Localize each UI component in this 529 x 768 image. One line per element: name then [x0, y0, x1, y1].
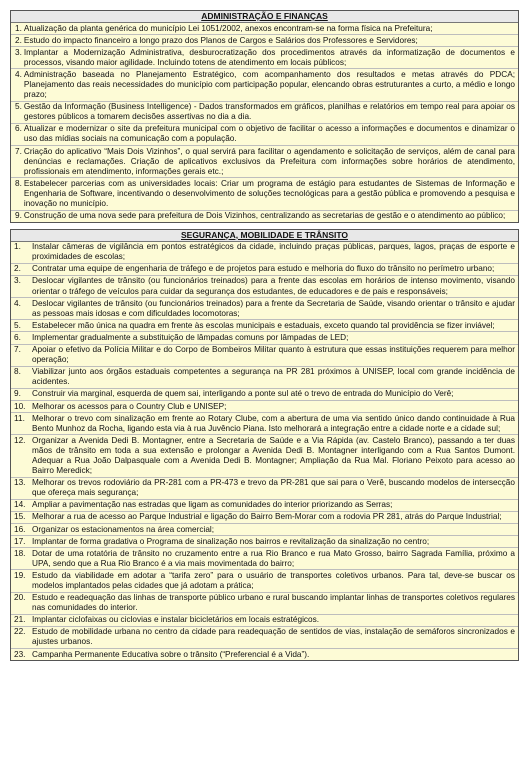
item-number: 8. — [14, 367, 21, 377]
item-text: Gestão da Informação (Business Intelligence) - Dados transformados em gráficos, planilhas e relatórios em tempo real para apoiar os gestores públicos a tomarem decisões assertivas no dia a dia. — [23, 102, 515, 122]
item-number: 6. — [15, 124, 22, 134]
section-title: ADMINISTRAÇÃO E FINANÇAS — [11, 11, 518, 23]
list-item — [11, 298, 518, 320]
list-item — [11, 276, 518, 298]
item-text: Estudo da viabilidade em adotar a “tarifa zero” para o usuário de transportes coletivos urbanos. Para tal, deve-se buscar os modelos implantados pelas cidades que já adotam a prática; — [32, 570, 515, 590]
item-text: Estudo de mobilidade urbana no centro da cidade para readequação de sentidos de vias, instalação de semáforos sincronizados e ajustes urbanos. — [32, 627, 515, 647]
item-text: Apoiar o efetivo da Polícia Militar e do Corpo de Bombeiros Militar quanto à estrutura que essas instituições requerem para melhor operação; — [32, 345, 515, 365]
list-item — [11, 69, 518, 101]
list-item — [11, 389, 518, 401]
document-page — [10, 10, 519, 661]
list-item — [11, 478, 518, 500]
item-text: Estabelecer parcerias com as universidades locais: Criar um programa de estágio para estudantes de Sistemas de Informação e Engenharia de Software, incentivando o desenvolvimento de soluções tecnológicas para a gestão pública e promovendo a pesquisa e inovação no município. — [23, 178, 515, 208]
item-text: Administração baseada no Planejamento Estratégico, com acompanhamento dos resultados e metas através do PDCA; Planejamento das reais necessidades do município com participação popular, elencando obras estruturantes a curto, a médio e longo prazo; — [23, 69, 515, 100]
item-number: 3. — [14, 276, 21, 286]
item-number: 23. — [14, 649, 26, 659]
item-text: Melhorar a rua de acesso ao Parque Industrial e ligação do Bairro Bem-Morar com a rodovia PR 281, atrás do Parque Industrial; — [32, 512, 502, 522]
list-item — [11, 413, 518, 435]
list-item — [11, 649, 518, 660]
list-item — [11, 524, 518, 536]
item-text: Implementar gradualmente a substituição de lâmpadas comuns por lâmpadas de LED; — [32, 332, 349, 342]
item-text: Viabilizar junto aos órgãos estaduais competentes a segurança na PR 281 próximos à UNISEP, local com grande incidência de acidentes. — [32, 367, 515, 387]
item-number: 1. — [15, 23, 22, 33]
item-text: Construir via marginal, esquerda de quem sai, interligando a ponte sul até o trevo de entrada do Município do Verê; — [32, 389, 454, 399]
list-item — [11, 401, 518, 413]
item-number: 4. — [14, 298, 21, 308]
list-item — [11, 242, 518, 264]
item-number: 13. — [14, 478, 26, 488]
item-text: Estudo e readequação das linhas de transporte público urbano e rural buscando implantar linhas de transportes coletivos regulares nas comunidades do interior. — [32, 593, 515, 613]
item-text: Organizar a Avenida Dedi B. Montagner, entre a Secretaria de Saúde e a Via Rápida (av. Castelo Branco), passando a ter duas mãos de trânsito em toda a sua extensão e prolongar a Avenida Dedi B. Montagner interligando com a Rua Santos Dumont. Adequar a Rua João Dalpasquale com a Avenida Dedi B. Montagner; Ampliação da Rua Mal. Floriano Peixoto para acesso ao Bairro Meredick; — [32, 435, 515, 476]
item-number: 2. — [15, 35, 22, 45]
item-text: Melhorar o trevo com sinalização em frente ao Rotary Clube, com a abertura de uma via sentido único dando continuidade à Rua Bento Munhoz da Rocha, ligando esta via à rua Juvêncio Piana. Isto melhorará a integração entre a cidade norte e a cidade sul; — [32, 413, 515, 433]
item-text: Criação do aplicativo “Mais Dois Vizinhos”, o qual servirá para facilitar o agendamento e solicitação de serviços, além de canal para denúncias e reclamações. Criação de aplicativos exclusivos da Prefeitura com informações sobre horários de atendimento, profissionais em atendimento, informações gerais etc.; — [23, 146, 515, 176]
item-number: 17. — [14, 536, 26, 546]
item-number: 5. — [15, 102, 22, 112]
item-number: 22. — [14, 627, 26, 637]
list-item — [11, 536, 518, 548]
item-number: 9. — [15, 211, 22, 221]
list-item — [11, 512, 518, 524]
item-text: Construção de uma nova sede para prefeitura de Dois Vizinhos, centralizando as secretarias de gestão e o atendimento ao público; — [23, 211, 506, 221]
list-item — [11, 211, 518, 222]
item-number: 20. — [14, 593, 26, 603]
item-text: Melhorar os trevos rodoviário da PR-281 com a PR-473 e trevo da PR-281 que sai para o Verê, buscando modelos de intersecção que ofereça mais segurança; — [32, 478, 515, 498]
item-text: Estabelecer mão única na quadra em frente às escolas municipais e estaduais, exceto quando tal providência se fizer inviável; — [32, 320, 495, 330]
item-text: Atualização da planta genérica do município Lei 1051/2002, anexos encontram-se na forma física na Prefeitura; — [23, 23, 433, 33]
list-item — [11, 124, 518, 146]
item-number: 5. — [14, 320, 21, 330]
item-number: 7. — [15, 146, 22, 156]
item-text: Estudo do impacto financeiro a longo prazo dos Planos de Cargos e Salários dos Professores e Servidores; — [23, 35, 418, 45]
item-text: Instalar câmeras de vigilância em pontos estratégicos da cidade, incluindo praças públicas, parques, lagos, praças de esporte e proximidades de escolas; — [32, 242, 515, 262]
list-item — [11, 435, 518, 477]
item-number: 15. — [14, 512, 26, 522]
item-number: 8. — [15, 178, 22, 188]
list-item — [11, 35, 518, 47]
item-text: Melhorar os acessos para o Country Club e UNISEP; — [32, 401, 227, 411]
item-text: Deslocar vigilantes de trânsito (ou funcionários treinados) para a frente da Secretaria de Saúde, visando orientar o trânsito e ajudar as pessoas mais idosas e com dificuldades locomotoras; — [32, 298, 515, 318]
item-text: Implantar de forma gradativa o Programa de sinalização nos bairros e revitalização da sinalização no centro; — [32, 536, 430, 546]
item-text: Atualizar e modernizar o site da prefeitura municipal com o objetivo de facilitar o acesso a informações e documentos e dinamizar o uso das mídias sociais na comunicação com a população. — [23, 124, 515, 144]
list-item — [11, 264, 518, 276]
item-number: 11. — [14, 413, 25, 423]
list-item — [11, 548, 518, 570]
section-seguranca — [10, 229, 519, 661]
item-text: Implantar ciclofaixas ou ciclovias e instalar bicicletários em locais estratégicos. — [32, 615, 320, 625]
list-item — [11, 146, 518, 178]
list-item — [11, 570, 518, 592]
item-text: Dotar de uma rotatória de trânsito no cruzamento entre a rua Rio Branco e rua Mato Grosso, bairro Sagrada Família, próximo a UPA, sendo que a Rua Rio Branco é a via mais movimentada do bairro; — [32, 548, 515, 568]
item-text: Campanha Permanente Educativa sobre o trânsito (“Preferencial é a Vida”). — [32, 649, 310, 659]
item-number: 21. — [14, 615, 26, 625]
list-item — [11, 332, 518, 344]
list-item — [11, 47, 518, 69]
item-number: 19. — [14, 570, 26, 580]
list-item — [11, 102, 518, 124]
list-item — [11, 320, 518, 332]
list-item — [11, 345, 518, 367]
section-administracao — [10, 10, 519, 223]
item-text: Organizar os estacionamentos na área comercial; — [32, 524, 215, 534]
item-number: 4. — [15, 69, 22, 79]
item-text: Implantar a Modernização Administrativa, desburocratização dos procedimentos através da informatização de documentos e processos, visando maior agilidade. Incluindo totens de atendimento em locais públicos; — [23, 47, 515, 67]
item-number: 9. — [14, 389, 21, 399]
item-text: Deslocar vigilantes de trânsito (ou funcionários treinados) para a frente das escolas em horários de intenso movimento, visando orientar o tráfego de veículos para cuidar da segurança dos estudantes, de educadores e de pais e responsáveis; — [32, 276, 515, 296]
item-number: 18. — [14, 548, 26, 558]
item-text: Contratar uma equipe de engenharia de tráfego e de projetos para estudo e melhoria do fluxo do trânsito no perímetro urbano; — [32, 264, 495, 274]
item-number: 16. — [14, 524, 26, 534]
item-number: 6. — [14, 332, 21, 342]
item-number: 7. — [14, 345, 21, 355]
item-number: 14. — [14, 500, 26, 510]
item-number: 12. — [14, 435, 26, 445]
section-title: SEGURANÇA, MOBILIDADE E TRÂNSITO — [11, 230, 518, 242]
list-item — [11, 615, 518, 627]
item-list — [11, 23, 518, 222]
item-number: 1. — [14, 242, 21, 252]
list-item — [11, 627, 518, 649]
item-number: 10. — [14, 401, 26, 411]
item-list — [11, 242, 518, 660]
item-text: Ampliar a pavimentação nas estradas que ligam as comunidades do interior priorizando as Serras; — [32, 500, 393, 510]
list-item — [11, 593, 518, 615]
list-item — [11, 367, 518, 389]
list-item — [11, 500, 518, 512]
item-number: 2. — [14, 264, 21, 274]
list-item — [11, 178, 518, 210]
item-number: 3. — [15, 47, 22, 57]
list-item — [11, 23, 518, 35]
